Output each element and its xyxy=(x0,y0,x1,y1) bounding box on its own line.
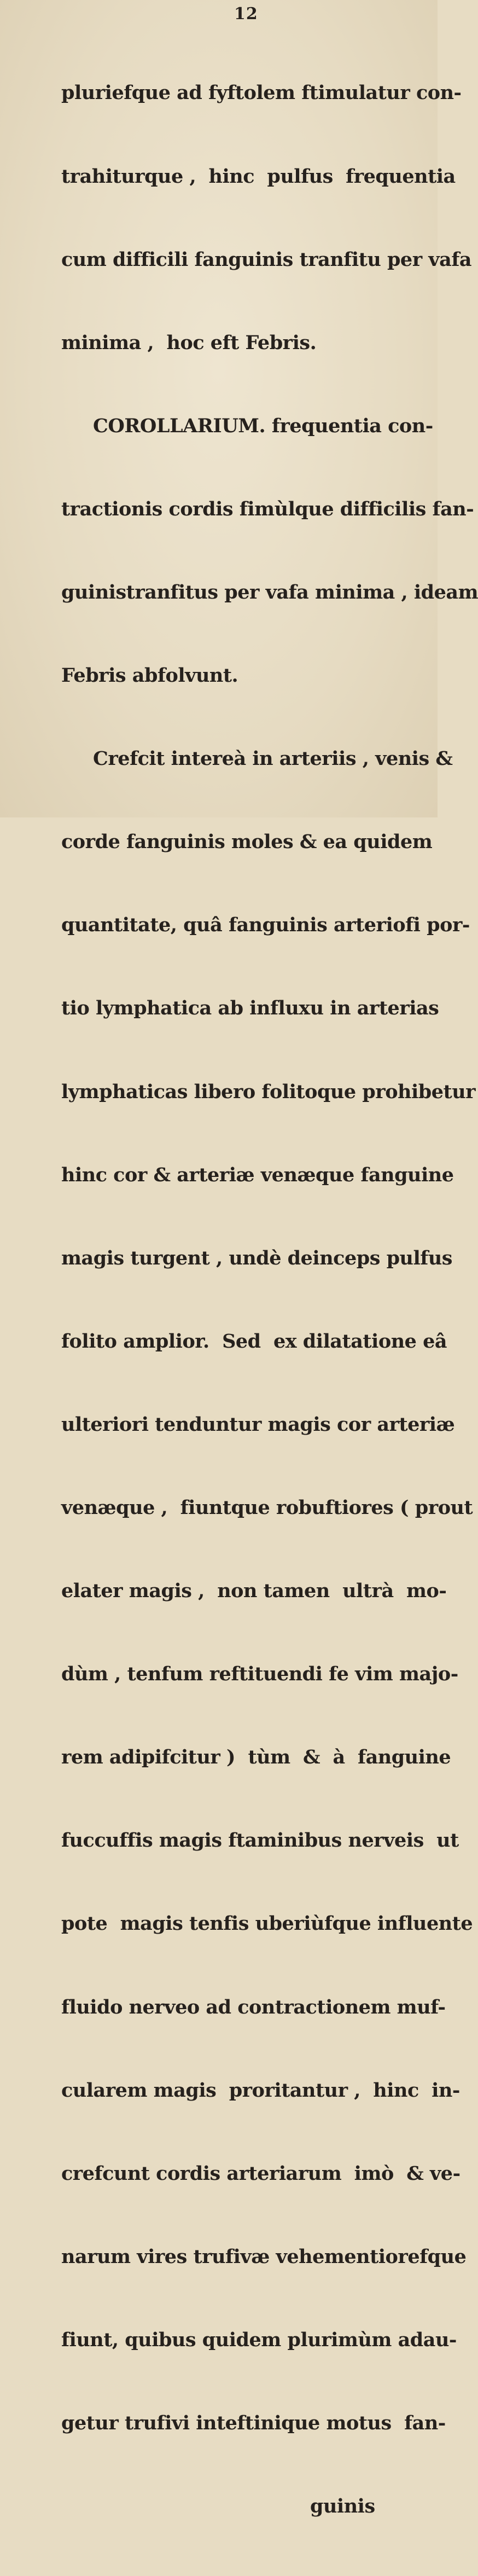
text-line: hinc cor & arteriæ venæque fanguine xyxy=(61,1163,454,1186)
paragraph-start-line: Crefcit intereà in arteriis , venis & xyxy=(93,747,453,770)
text-line: pluriefque ad fyftolem ftimulatur con- xyxy=(61,82,462,105)
text-line: crefcunt cordis arteriarum imò & ve- xyxy=(61,2162,460,2185)
text-line: guinistranfitus per vafa minima , ideam xyxy=(61,581,478,604)
text-line: pote magis tenfis uberiùfque influente xyxy=(61,1912,473,1935)
text-line: getur trufivi inteftinique motus fan- xyxy=(61,2412,446,2435)
body-text xyxy=(61,24,478,2576)
text-line: dùm , tenfum reftituendi fe vim majo- xyxy=(61,1663,458,1686)
page-number: 12 xyxy=(234,4,258,24)
text-line: lymphaticas libero folitoque prohibetur xyxy=(61,1080,476,1103)
text-line: quantitate, quâ fanguinis arteriofi por- xyxy=(61,914,470,937)
text-line: cularem magis proritantur , hinc in- xyxy=(61,2079,460,2102)
text-line: fuccuffis magis ftaminibus nerveis ut xyxy=(61,1829,459,1852)
text-line: elater magis , non tamen ultrà mo- xyxy=(61,1580,447,1603)
text-line: venæque , fiuntque robuftiores ( prout xyxy=(61,1496,473,1519)
text-line: trahiturque , hinc pulfus frequentia xyxy=(61,165,456,188)
text-line: ulteriori tenduntur magis cor arteriæ xyxy=(61,1413,455,1436)
text-line: cum difficili fanguinis tranfitu per vafa xyxy=(61,248,472,271)
text-line: tio lymphatica ab influxu in arterias xyxy=(61,997,439,1020)
corollary-heading-line: COROLLARIUM. frequentia con- xyxy=(93,414,433,437)
text-line: fiunt, quibus quidem plurimùm adau- xyxy=(61,2328,457,2351)
text-line: Febris abfolvunt. xyxy=(61,664,238,687)
catchword: guinis xyxy=(310,2495,375,2518)
text-line: corde fanguinis moles & ea quidem xyxy=(61,831,433,854)
text-line: magis turgent , undè deinceps pulfus xyxy=(61,1246,453,1269)
text-line: folito amplior. Sed ex dilatatione eâ xyxy=(61,1330,447,1353)
text-line: narum vires trufivæ vehementiorefque xyxy=(61,2245,467,2268)
text-line: fluido nerveo ad contractionem muf- xyxy=(61,1995,446,2018)
text-line: rem adipifcitur ) tùm & à fanguine xyxy=(61,1746,451,1769)
text-line: tractionis cordis fimùlque difficilis fan- xyxy=(61,497,474,520)
text-line: minima , hoc eft Febris. xyxy=(61,331,317,354)
